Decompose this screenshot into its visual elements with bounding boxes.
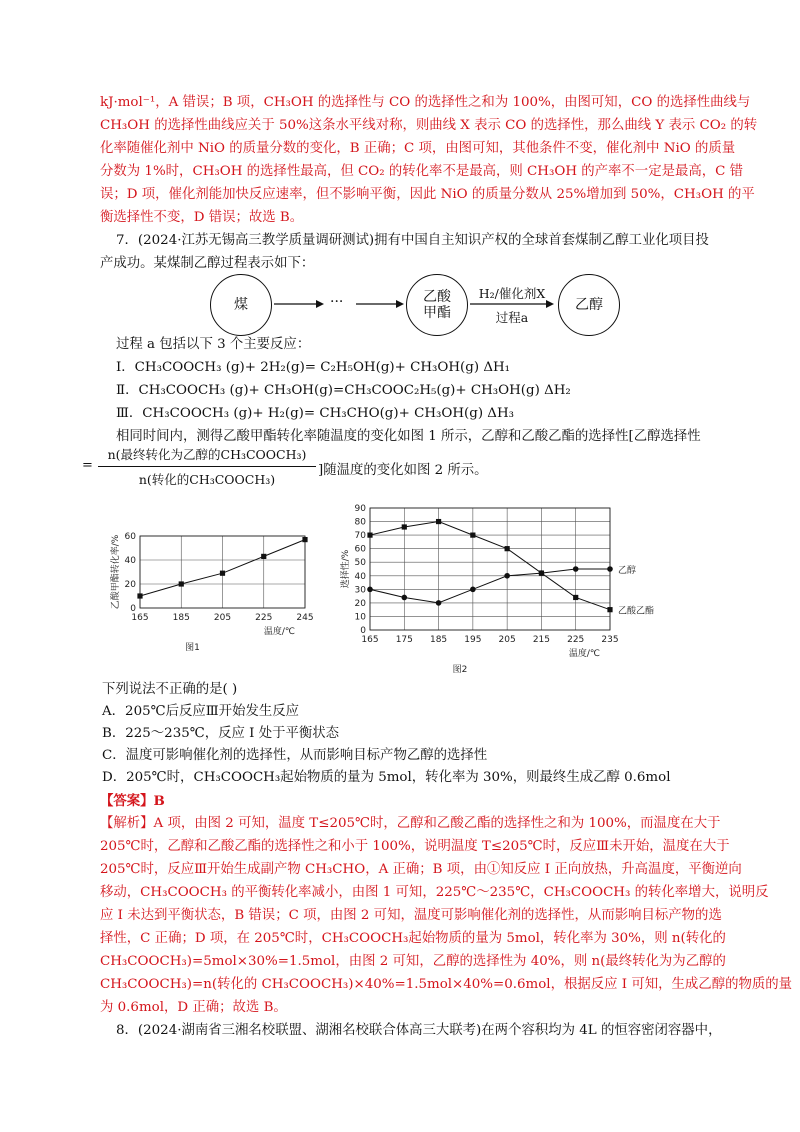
selectivity-text: 相同时间内，测得乙酸甲酯转化率随温度的变化如图 1 所示，乙醇和乙酸乙酯的选择性[乙醇选择性 [116, 429, 701, 444]
ethanol-node [558, 274, 620, 336]
analysis-line: 205℃时，反应Ⅲ开始生成副产物 CH₃CHO，A 正确；B 项，由①知反应 I 正向放热，升高温度，平衡逆向 [100, 862, 742, 877]
reaction-1: I．CH₃COOCH₃ (g)+ 2H₂(g)= C₂H₅OH(g)+ CH₃OH(g) ΔH₁ [116, 360, 511, 375]
analysis-line: 应 I 未达到平衡状态，B 错误；C 项，由图 2 可知，温度可影响催化剂的选择性，从而影响目标产物的选 [100, 908, 722, 923]
fraction-bar [98, 466, 316, 467]
y-tick-label: 10 [354, 612, 366, 623]
ellipsis-label: ··· [330, 294, 344, 310]
question-8-stem: 8．(2024·湖南省三湘名校联盟、湖湘名校联合体高三大联考)在两个容积均为 4L 的恒容密闭容器中， [116, 1023, 722, 1038]
analysis-line: 为 0.6mol，D 正确；故选 B。 [100, 1000, 287, 1015]
data-point [607, 566, 613, 572]
y-tick-label: 0 [130, 604, 136, 614]
question-prompt: 下列说法不正确的是( ) [102, 682, 238, 697]
x-axis-label: 温度/℃ [263, 627, 295, 637]
prev-explanation-line: kJ·mol⁻¹，A 错误；B 项，CH₃OH 的选择性与 CO 的选择性之和为 100%，由图可知，CO 的选择性曲线与 [100, 95, 751, 110]
analysis-line: 择性，C 正确；D 项，在 205℃时，CH₃COOCH₃起始物质的量为 5mol，转化率为 30%，则 n(转化的 [100, 931, 726, 946]
data-point [402, 524, 407, 529]
arrow-head [316, 300, 324, 308]
y-tick-label: 60 [124, 532, 136, 542]
series-label: 乙醇 [618, 566, 637, 576]
ethanol-label: 乙醇 [575, 297, 603, 313]
y-axis-label: 选择性/% [341, 549, 351, 589]
question-stem: 7．(2024·江苏无锡高三教学质量调研测试)拥有中国自主知识产权的全球首套煤制乙醇工业化项目投 [116, 233, 709, 248]
figure-2-chart [338, 500, 678, 675]
process-intro: 过程 a 包括以下 3 个主要反应： [116, 337, 311, 352]
x-tick-label: 215 [532, 635, 551, 645]
analysis-line: CH₃COOCH₃)=n(转化的 CH₃COOCH₃)×40%=1.5mol×40%=0.6mol，根据反应 I 可知，生成乙醇的物质的量 [100, 977, 793, 992]
x-tick-label: 175 [395, 635, 413, 645]
data-point [436, 600, 442, 606]
coal-label: 煤 [234, 297, 248, 313]
y-tick-label: 20 [124, 580, 136, 590]
question-stem: 产成功。某煤制乙醇过程表示如下： [100, 256, 315, 271]
x-tick-label: 165 [361, 635, 379, 645]
answer-label: 【答案】B [100, 793, 165, 809]
analysis-line: 205℃时，乙醇和乙酸乙酯的选择性之和小于 100%，说明温度 T≤205℃时，反应Ⅲ未开始，温度在大于 [100, 839, 730, 854]
y-tick-label: 0 [360, 626, 366, 636]
prev-explanation-line: 化率随催化剂中 NiO 的质量分数的变化，B 正确；C 项，由图可知，其他条件不变，催化剂中 NiO 的质量 [100, 141, 736, 156]
formula-denominator: n(转化的CH₃COOCH₃) [138, 472, 276, 487]
x-tick-label: 185 [429, 635, 448, 645]
reaction-2: Ⅱ．CH₃COOCH₃ (g)+ CH₃OH(g)=CH₃COOC₂H₅(g)+ CH₃OH(g) ΔH₂ [116, 383, 571, 398]
data-point [573, 595, 578, 600]
x-axis-label: 温度/℃ [568, 649, 600, 659]
data-point [137, 593, 142, 598]
y-tick-label: 60 [354, 544, 366, 555]
x-tick-label: 225 [255, 613, 273, 623]
choice-b: B．225～235℃，反应 I 处于平衡状态 [102, 726, 340, 741]
y-tick-label: 30 [354, 585, 366, 596]
data-point [179, 581, 184, 586]
analysis-line: CH₃COOCH₃)=5mol×30%=1.5mol，由图 2 可知，乙醇的选择性为 40%，则 n(最终转化为为乙醇的 [100, 954, 726, 969]
data-point [261, 554, 266, 559]
figure-1-chart [100, 532, 320, 672]
analysis-line: 移动，CH₃COOCH₃ 的平衡转化率减小，由图 1 可知，225℃～235℃，CH₃COOCH₃ 的转化率增大，说明反 [100, 885, 769, 900]
figure-title: 图2 [452, 665, 468, 675]
x-tick-label: 245 [296, 613, 314, 623]
data-point [504, 573, 510, 579]
data-point [573, 566, 579, 572]
arrow-head [396, 300, 404, 308]
data-point [539, 570, 544, 575]
series-label: 乙酸乙酯 [618, 606, 655, 617]
x-tick-label: 205 [213, 613, 232, 623]
y-axis-label: 乙酸甲酯转化率/% [111, 534, 121, 610]
data-point [607, 607, 612, 612]
formula-numerator: n(最终转化为乙醇的CH₃COOCH₃) [107, 447, 307, 462]
choice-d: D．205℃时，CH₃COOCH₃起始物质的量为 5mol，转化率为 30%，则最终生成乙醇 0.6mol [102, 770, 671, 785]
data-point [436, 519, 441, 524]
data-point [367, 587, 373, 593]
choice-a: A．205℃后反应Ⅲ开始发生反应 [102, 704, 300, 719]
y-tick-label: 90 [354, 504, 366, 514]
x-tick-label: 195 [464, 635, 482, 645]
analysis-line: 【解析】A 项，由图 2 可知，温度 T≤205℃时，乙醇和乙酸乙酯的选择性之和为 100%，而温度在大于 [100, 816, 721, 831]
y-tick-label: 80 [354, 517, 366, 528]
data-point [505, 546, 510, 551]
figure-title: 图1 [185, 643, 200, 653]
prev-explanation-line: 衡选择性不变，D 错误；故选 B。 [100, 210, 304, 225]
x-tick-label: 205 [498, 635, 516, 645]
data-point [470, 533, 475, 538]
data-point [367, 533, 372, 538]
data-point [470, 587, 476, 593]
y-tick-label: 50 [354, 558, 366, 569]
x-tick-label: 235 [601, 635, 619, 645]
data-point [220, 571, 225, 576]
y-tick-label: 40 [354, 571, 366, 582]
selectivity-formula: = n(最终转化为乙醇的CH₃COOCH₃) n(转化的CH₃COOCH₃) [82, 445, 332, 491]
reaction-3: Ⅲ．CH₃COOCH₃ (g)+ H₂(g)= CH₃CHO(g)+ CH₃OH(g) ΔH₃ [116, 406, 515, 421]
prev-explanation-line: 误；D 项，催化剂能加快反应速率，但不影响平衡，因此 NiO 的质量分数从 25%增加到 50%，CH₃OH 的平 [100, 187, 755, 202]
x-tick-label: 185 [172, 613, 190, 623]
x-tick-label: 225 [567, 635, 585, 645]
ester-label-line1: 乙酸 [423, 289, 451, 305]
process-flow-diagram [210, 272, 630, 340]
x-tick-label: 165 [131, 613, 149, 623]
formula-tail: ]随温度的变化如图 2 所示。 [318, 463, 488, 478]
data-point [302, 537, 307, 542]
methyl-acetate-node [406, 274, 468, 336]
prev-explanation-line: CH₃OH 的选择性曲线应关于 50%这条水平线对称，则曲线 X 表示 CO 的选择性，那么曲线 Y 表示 CO₂ 的转 [100, 118, 758, 133]
prev-explanation-line: 分数为 1%时，CH₃OH 的选择性最高，但 CO₂ 的转化率不是最高，则 CH₃OH 的产率不一定是最高，C 错 [100, 164, 744, 179]
arrow-top-label: H₂/催化剂X [478, 286, 546, 301]
ester-label-line2: 甲酯 [423, 305, 451, 321]
y-tick-label: 70 [354, 531, 366, 542]
y-tick-label: 20 [354, 598, 366, 609]
arrow-bottom-label: 过程a [495, 310, 529, 325]
choice-c: C．温度可影响催化剂的选择性，从而影响目标产物乙醇的选择性 [102, 748, 488, 763]
y-tick-label: 40 [124, 556, 136, 566]
data-point [401, 595, 407, 601]
